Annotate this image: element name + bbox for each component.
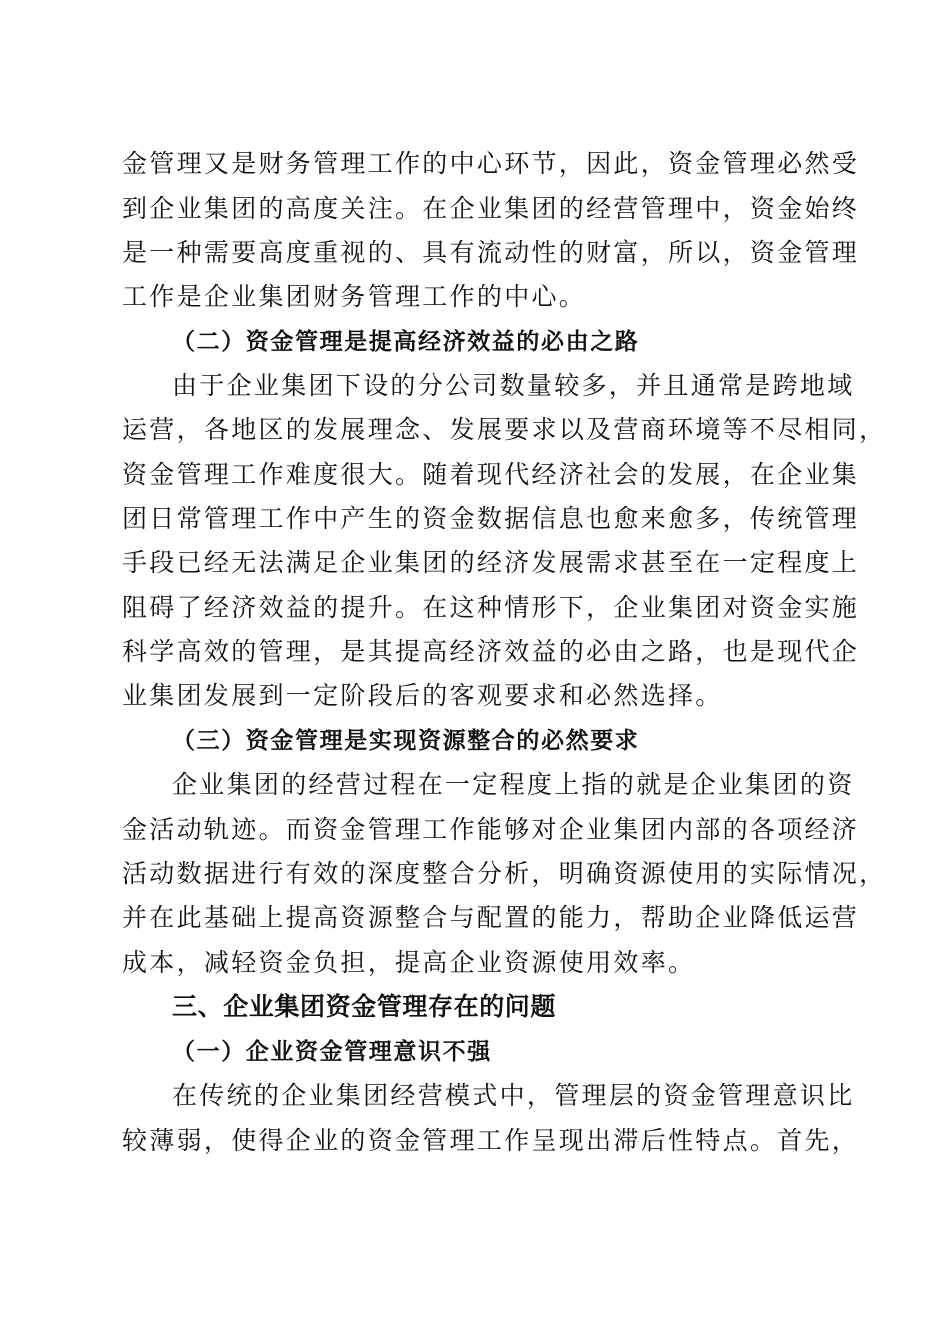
paragraph-line: 团日常管理工作中产生的资金数据信息也愈来愈多，传统管理 [122,504,860,533]
paragraph-line: 运营，各地区的发展理念、发展要求以及营商环境等不尽相同， [122,415,887,444]
paragraph-line: 业集团发展到一定阶段后的客观要求和必然选择。 [122,681,723,710]
paragraph-line: 成本，减轻资金负担，提高企业资源使用效率。 [122,948,696,977]
paragraph-line: 科学高效的管理，是其提高经济效益的必由之路，也是现代企 [122,637,860,666]
paragraph-line: 活动数据进行有效的深度整合分析，明确资源使用的实际情况， [122,859,887,888]
paragraph-line: 在传统的企业集团经营模式中，管理层的资金管理意识比 [172,1081,855,1110]
paragraph-line: 手段已经无法满足企业集团的经济发展需求甚至在一定程度上 [122,548,860,577]
paragraph-line: 资金管理工作难度很大。随着现代经济社会的发展，在企业集 [122,460,860,489]
paragraph-line: 金管理又是财务管理工作的中心环节，因此，资金管理必然受 [122,149,860,178]
paragraph-line: 阻碍了经济效益的提升。在这种情形下，企业集团对资金实施 [122,593,860,622]
subheading-2: （二）资金管理是提高经济效益的必由之路 [172,329,640,355]
paragraph-line: 到企业集团的高度关注。在企业集团的经营管理中，资金始终 [122,194,860,223]
paragraph-line: 是一种需要高度重视的、具有流动性的财富，所以，资金管理 [122,238,860,267]
paragraph-line: 金活动轨迹。而资金管理工作能够对企业集团内部的各项经济 [122,815,860,844]
subheading-3-1: （一）企业资金管理意识不强 [172,1039,492,1065]
paragraph-line: 工作是企业集团财务管理工作的中心。 [122,282,587,311]
paragraph-line: 企业集团的经营过程在一定程度上指的就是企业集团的资 [172,770,855,799]
subheading-3: （三）资金管理是实现资源整合的必然要求 [172,728,640,754]
paragraph-line: 由于企业集团下设的分公司数量较多，并且通常是跨地域 [172,371,855,400]
section-heading-3: 三、企业集团资金管理存在的问题 [172,992,557,1021]
paragraph-line: 并在此基础上提高资源整合与配置的能力，帮助企业降低运营 [122,903,860,932]
paragraph-line: 较薄弱，使得企业的资金管理工作呈现出滞后性特点。首先， [122,1126,860,1155]
